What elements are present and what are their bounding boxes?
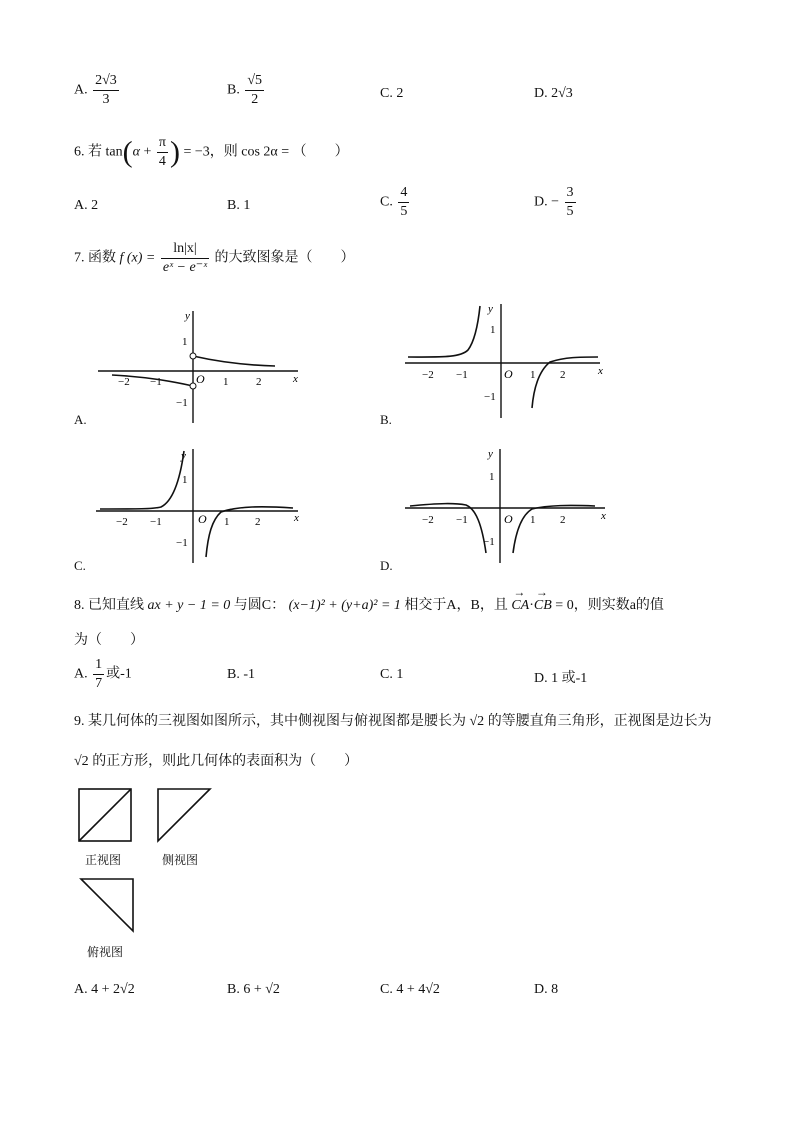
- origin-label: O: [504, 512, 513, 526]
- q7-graph-d: [400, 445, 615, 570]
- tick-label: 1: [224, 516, 230, 528]
- q6-option-d: D. − $\frac{3}{5}$: [534, 185, 574, 219]
- tick-label: 2: [560, 514, 566, 526]
- tick-label: 2: [256, 376, 262, 388]
- q5-a-fraction: $\frac{2√3}{3}$: [95, 73, 117, 107]
- tick-label: −1: [484, 391, 496, 403]
- tick-label: −1: [176, 397, 188, 409]
- origin-label: O: [196, 372, 205, 386]
- tick-label: −1: [483, 536, 495, 548]
- tick-label: 1: [530, 514, 536, 526]
- q6-d-fraction: $\frac{3}{5}$: [566, 185, 574, 219]
- tick-label: 1: [489, 471, 495, 483]
- q9-side-caption: 侧视图: [162, 853, 199, 867]
- q8-a-fraction: $\frac{1}{7}$: [95, 657, 103, 691]
- tick-label: −1: [176, 537, 188, 549]
- axis-y-label: y: [181, 450, 186, 462]
- q7-graph-b: [400, 300, 615, 425]
- q6-pi-over-4: $\frac{\pi}{4}$: [158, 135, 166, 169]
- q9-stem-line1: 9. 某几何体的三视图如图所示，其中侧视图与俯视图都是腰长为 √2 的等腰直角三角形，正视图是边长为: [74, 714, 712, 729]
- q9-stem-line2: √2 的正方形，则此几何体的表面积为（ ）: [74, 754, 359, 769]
- axis-y-label: y: [185, 310, 190, 322]
- q5-option-d: D. 2√3: [534, 86, 573, 101]
- tick-label: 1: [182, 336, 188, 348]
- q8-option-b: B. -1: [227, 667, 256, 682]
- q6-option-c: C. $\frac{4}{5}$: [380, 185, 408, 219]
- q8-option-d: D. 1 或-1: [534, 671, 588, 686]
- q7-graph-c: [88, 445, 308, 570]
- q9-side-view: [155, 786, 215, 846]
- axis-x-label: x: [601, 510, 606, 522]
- tick-label: 1: [182, 474, 188, 486]
- q8-stem-line1: 8. 已知直线 ax + y − 1 = 0 与圆C： (x−1)² + (y+a)² = 1 相交于A，B，且 → CA·→ CB = 0，则实数a的值: [74, 594, 664, 614]
- q9-option-d: D. 8: [534, 982, 559, 997]
- axis-x-label: x: [293, 373, 298, 385]
- q7-stem: 7. 函数 f (x) = $\frac{\ln|x|}{\text{eˣ − e⁻ˣ}}$ 的大致图象是（ ）: [74, 241, 355, 275]
- q5-option-b: B. $\frac{√5}{2}$: [227, 73, 263, 107]
- q9-option-b: B. 6 + √2: [227, 982, 280, 997]
- tick-label: −1: [456, 514, 468, 526]
- q7-graph-c-label: C.: [74, 558, 86, 573]
- tick-label: −1: [456, 369, 468, 381]
- tick-label: −2: [118, 376, 130, 388]
- q6-option-a: A. 2: [74, 198, 99, 213]
- q9-top-caption: 俯视图: [87, 945, 124, 959]
- axis-y-label: y: [488, 448, 493, 460]
- tick-label: 2: [255, 516, 261, 528]
- axis-x-label: x: [598, 365, 603, 377]
- q9-option-a: A. 4 + 2√2: [74, 982, 135, 997]
- q8-option-c: C. 1: [380, 667, 404, 682]
- q9-front-caption: 正视图: [85, 853, 122, 867]
- q8-stem-line2: 为（ ）: [74, 633, 144, 648]
- axis-x-label: x: [294, 512, 299, 524]
- tick-label: −2: [422, 514, 434, 526]
- q5-b-fraction: $\frac{√5}{2}$: [247, 73, 263, 107]
- q6-stem: 6. 若 tan(α + $\frac{\pi}{4}$ ) = −3，则 cos 2α = （ ）: [74, 135, 349, 169]
- tick-label: 1: [223, 376, 229, 388]
- tick-label: 1: [530, 369, 536, 381]
- q7-graph-a: [90, 305, 310, 430]
- q7-function-fraction: $\frac{\ln|x|}{\text{eˣ − e⁻ˣ}}$: [162, 241, 208, 275]
- q5-option-c: C. 2: [380, 86, 404, 101]
- q9-option-c: C. 4 + 4√2: [380, 982, 440, 997]
- tick-label: −1: [150, 516, 162, 528]
- q7-graph-d-label: D.: [380, 558, 393, 573]
- q6-c-fraction: $\frac{4}{5}$: [400, 185, 408, 219]
- q8-option-a: A. $\frac{1}{7}$ 或-1: [74, 657, 132, 691]
- origin-label: O: [504, 367, 513, 381]
- q9-front-view: [76, 786, 136, 846]
- tick-label: −2: [422, 369, 434, 381]
- q7-graph-b-label: B.: [380, 412, 392, 427]
- tick-label: 2: [560, 369, 566, 381]
- tick-label: −1: [150, 376, 162, 388]
- origin-label: O: [198, 512, 207, 526]
- q5-option-a: A. $\frac{2√3}{3}$: [74, 73, 117, 107]
- axis-y-label: y: [488, 303, 493, 315]
- q6-option-b: B. 1: [227, 198, 251, 213]
- tick-label: −2: [116, 516, 128, 528]
- q7-graph-a-label: A.: [74, 412, 87, 427]
- tick-label: 1: [490, 324, 496, 336]
- q9-top-view: [78, 876, 138, 936]
